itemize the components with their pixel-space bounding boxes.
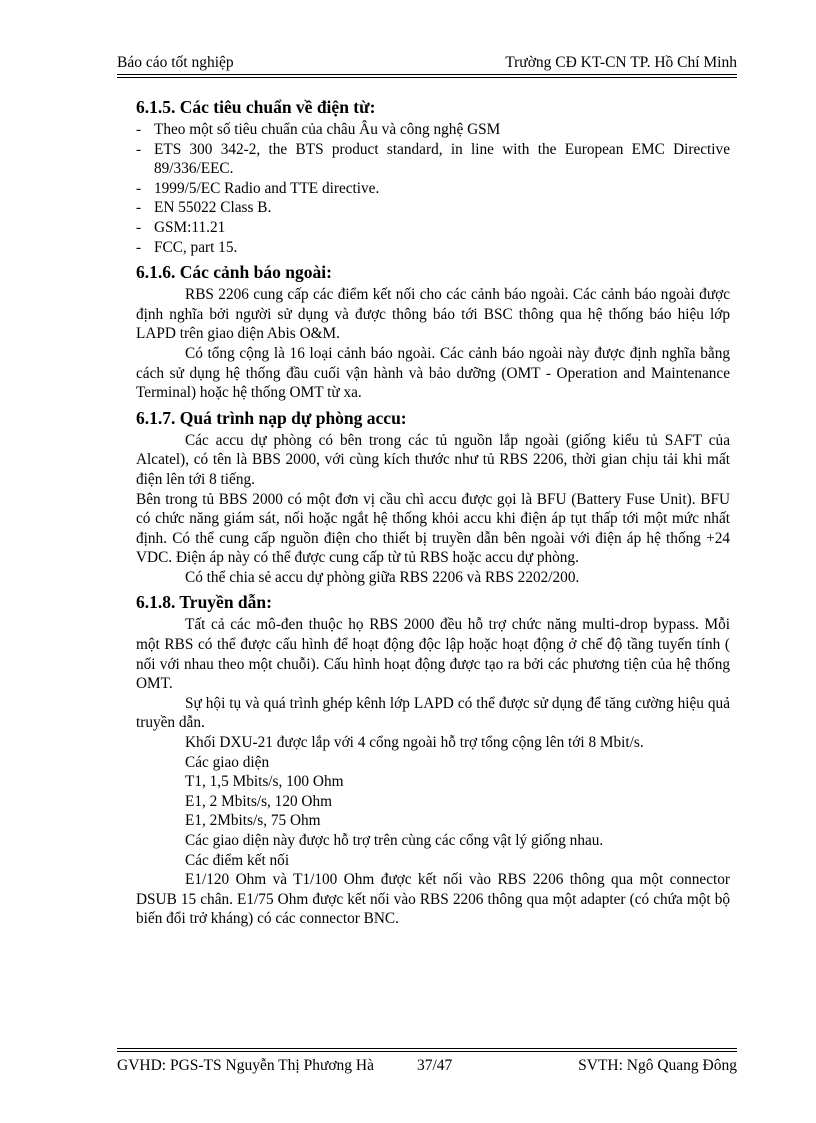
text-line: Các giao diện bbox=[185, 753, 270, 771]
header-left: Báo cáo tốt nghiệp bbox=[117, 54, 234, 71]
section-title-6-1-7: 6.1.7. Quá trình nạp dự phòng accu: bbox=[136, 407, 407, 428]
header-right: Trường CĐ KT-CN TP. Hồ Chí Minh bbox=[505, 54, 737, 71]
footer-student: SVTH: Ngô Quang Đông bbox=[578, 1057, 737, 1074]
text-line: Khối DXU-21 được lắp với 4 cổng ngoài hỗ trợ tổng cộng lên tới 8 Mbit/s. bbox=[185, 734, 644, 752]
list-item: - ETS 300 342-2, the BTS product standard, in line with the European EMC Directive 89/336/EEC. bbox=[136, 140, 730, 179]
paragraph: Sự hội tụ và quá trình ghép kênh lớp LAPD có thể được sử dụng để tăng cường hiệu quả truyền dẫn. bbox=[136, 694, 730, 732]
text-line: E1, 2 Mbits/s, 120 Ohm bbox=[185, 792, 333, 810]
text-line: T1, 1,5 Mbits/s, 100 Ohm bbox=[185, 773, 344, 791]
list-item: - GSM:11.21 bbox=[136, 218, 730, 238]
page-footer bbox=[117, 1048, 737, 1075]
list-item: - 1999/5/EC Radio and TTE directive. bbox=[136, 179, 730, 199]
standards-list bbox=[136, 120, 730, 257]
text-line: Các giao diện này được hỗ trợ trên cùng các cổng vật lý giống nhau. bbox=[185, 832, 604, 849]
list-item: - Theo một số tiêu chuẩn của châu Âu và công nghệ GSM bbox=[136, 120, 730, 140]
footer-advisor: GVHD: PGS-TS Nguyễn Thị Phương Hà bbox=[117, 1057, 374, 1074]
page-content bbox=[136, 94, 730, 929]
paragraph: E1/120 Ohm và T1/100 Ohm được kết nối vào RBS 2206 thông qua một connector DSUB 15 chân. E1/75 Ohm được kết nối vào RBS 2206 thông qua một adapter (có chứa một bộ biến đổi trở kháng) có các connector BNC. bbox=[136, 871, 730, 928]
list-item: - FCC, part 15. bbox=[136, 238, 730, 258]
paragraph: Tất cả các mô-đen thuộc họ RBS 2000 đều hỗ trợ chức năng multi-drop bypass. Mỗi một RBS có thể được cấu hình để hoạt động độc lập hoặc hoạt động ở chế độ tầng tuyến tính ( nối với nhau theo một chuỗi). Cấu hình hoạt động được tạo ra bởi các phương tiện của hệ thống OMT. bbox=[136, 616, 730, 693]
list-item: - EN 55022 Class B. bbox=[136, 198, 730, 218]
paragraph: Bên trong tủ BBS 2000 có một đơn vị cầu chì accu được gọi là BFU (Battery Fuse Unit). BFU có chức năng giám sát, nối hoặc ngắt hệ thống khỏi accu khi điện áp tụt thấp tới một mức nhất định. Có thể cung cấp nguồn điện cho thiết bị truyền dẫn bên ngoài với điện áp hệ thống +24 VDC. Điện áp này có thể được cung cấp từ tủ RBS hoặc accu dự phòng. bbox=[136, 490, 730, 567]
text-line: E1, 2Mbits/s, 75 Ohm bbox=[185, 812, 321, 830]
section-title-6-1-5: 6.1.5. Các tiêu chuẩn về điện từ: bbox=[136, 97, 376, 117]
paragraph: Có thể chia sẻ accu dự phòng giữa RBS 2206 và RBS 2202/200. bbox=[185, 568, 580, 586]
text-line: Các điểm kết nối bbox=[185, 851, 290, 869]
paragraph: Các accu dự phòng có bên trong các tủ nguồn lắp ngoài (giống kiểu tủ SAFT của Alcatel), có tên là BBS 2000, với cùng kích thước như tủ RBS 2206, thời gian chịu tải khi mất điện lên tới 8 tiếng. bbox=[136, 431, 730, 488]
page-number: 37/47 bbox=[417, 1057, 453, 1074]
paragraph: RBS 2206 cung cấp các điểm kết nối cho các cảnh báo ngoài. Các cảnh báo ngoài được định nghĩa bởi người sử dụng và được thông báo tới BSC thông qua hệ thống báo hiệu lớp LAPD trên giao diện Abis O&M. bbox=[136, 286, 730, 343]
section-title-6-1-8: 6.1.8. Truyền dẫn: bbox=[136, 592, 272, 613]
section-title-6-1-6: 6.1.6. Các cảnh báo ngoài: bbox=[136, 262, 332, 283]
paragraph: Có tổng cộng là 16 loại cảnh báo ngoài. Các cảnh báo ngoài này được định nghĩa bằng cách sử dụng hệ thống đầu cuối vận hành và bảo dưỡng (OMT - Operation and Maintenance Terminal) hoặc hệ thống OMT từ xa. bbox=[136, 344, 730, 402]
page-header bbox=[117, 48, 737, 78]
